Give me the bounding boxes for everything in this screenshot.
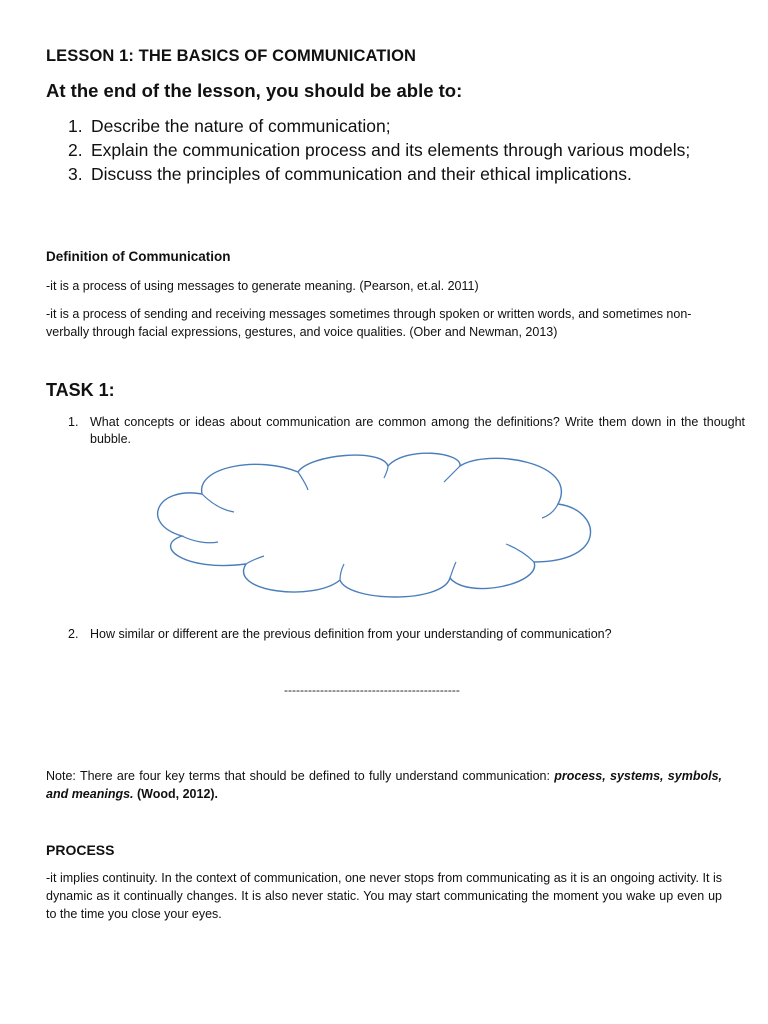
cloud-outline [158,453,591,597]
note-citation: (Wood, 2012). [133,787,219,801]
question-text: How similar or different are the previous definition from your understanding of communication? [90,627,612,641]
definition-item: -it is a process of using messages to generate meaning. (Pearson, et.al. 2011) [46,279,479,293]
answer-line[interactable]: -------------------------------------------- [284,683,460,697]
lesson-title: LESSON 1: THE BASICS OF COMMUNICATION [46,47,417,65]
question-number: 2. [68,627,79,641]
objective-text: Explain the communication process and its elements through various models; [91,140,691,160]
objective-item [68,114,722,138]
objective-item [68,162,722,186]
task-question [68,414,745,448]
question-text: What concepts or ideas about communication are common among the definitions? Write them down in the thought bubble. [90,415,745,446]
objective-item [68,138,722,162]
note-key-terms: process, systems, symbols, and meanings. [46,769,722,801]
task-question [68,626,745,643]
definition-item: -it is a process of sending and receiving messages sometimes through spoken or written words, and sometimes non-verbally through facial expressions, gestures, and voice qualities. (Ober and Newman, 2013) [46,307,692,339]
thought-bubble-cloud[interactable] [150,450,610,610]
objectives-intro: At the end of the lesson, you should be able to: [46,80,463,101]
objective-text: Describe the nature of communication; [91,116,391,136]
objective-number: 3. [68,164,83,184]
process-paragraph: -it implies continuity. In the context of communication, one never stops from communicating as it is an ongoing activity. It is dynamic as it continually changes. It is also never static. You may start communicating the moment you wake up even up to the time you close your eyes. [46,871,722,921]
question-number: 1. [68,415,79,429]
definition-heading: Definition of Communication [46,249,231,264]
objective-number: 2. [68,140,83,160]
note-lead: Note: There are four key terms that should be defined to fully understand communication: [46,769,555,783]
process-heading: PROCESS [46,842,115,858]
objectives-list [68,114,722,186]
objective-text: Discuss the principles of communication and their ethical implications. [91,164,632,184]
note-paragraph [46,767,722,803]
objective-number: 1. [68,116,83,136]
task-title: TASK 1: [46,380,115,400]
